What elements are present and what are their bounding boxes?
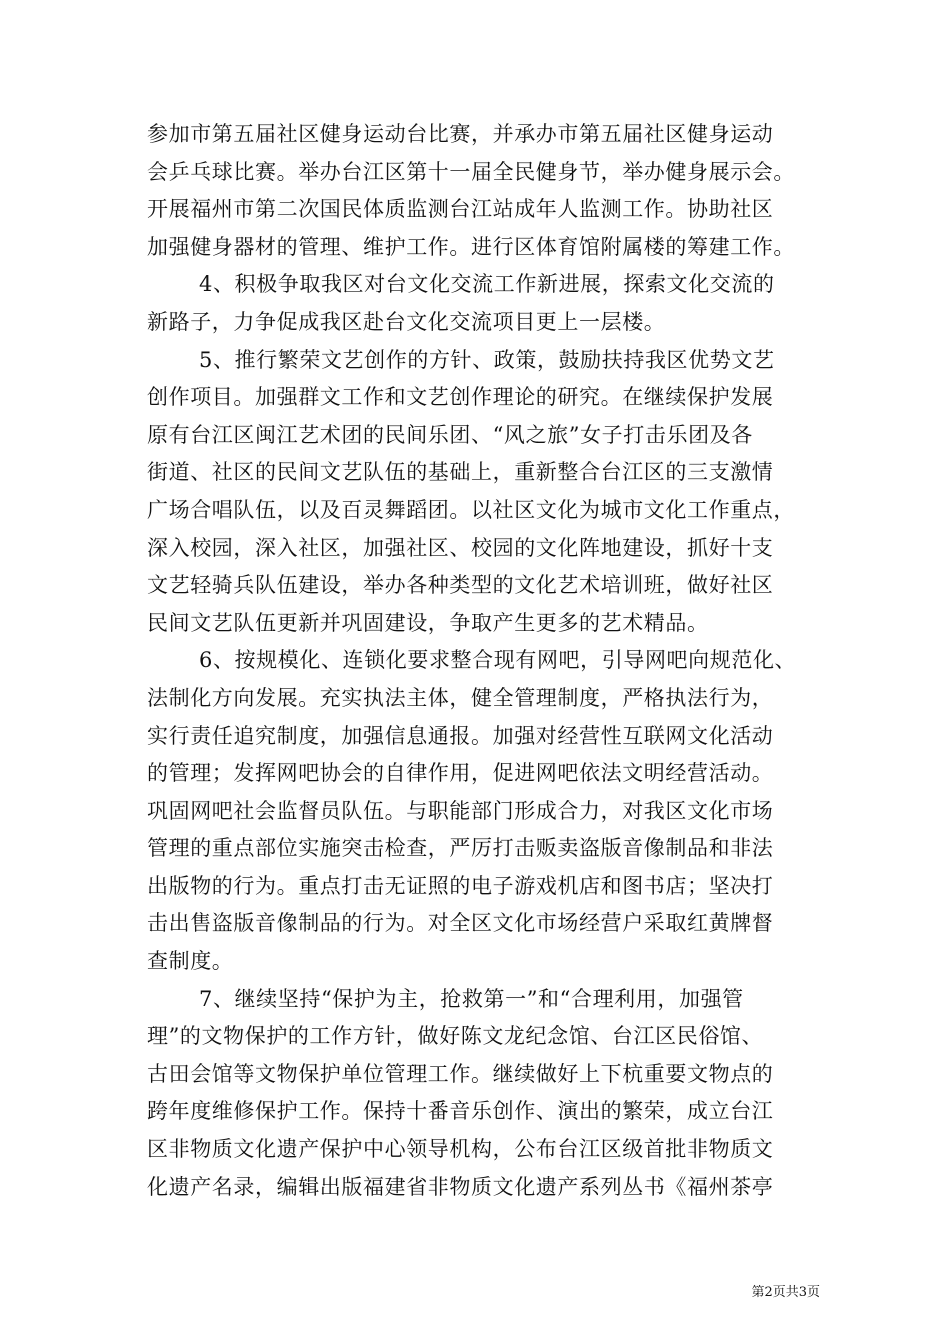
text-line: 6、按规模化、连锁化要求整合现有网吧，引导网吧向规范化、 [199, 648, 797, 673]
text-line: 的管理；发挥网吧协会的自律作用，促进网吧依法文明经营活动。 [147, 761, 774, 786]
text-line: 化遗产名录，编辑出版福建省非物质文化遗产系列丛书《福州茶亭 [147, 1174, 774, 1199]
text-line: 4、积极争取我区对台文化交流工作新进展，探索文化交流的 [199, 272, 775, 297]
text-line: 广场合唱队伍，以及百灵舞蹈团。以社区文化为城市文化工作重点， [147, 497, 795, 522]
text-line: 7、继续坚持“保护为主，抢救第一”和“合理利用，加强管 [199, 986, 744, 1011]
page-number-footer: 第2页共3页 [751, 1285, 820, 1300]
text-line: 查制度。 [147, 949, 234, 974]
text-line: 加强健身器材的管理、维护工作。进行区体育馆附属楼的筹建工作。 [147, 234, 795, 259]
text-line: 深入校园，深入社区，加强社区、校园的文化阵地建设，抓好十支 [147, 535, 774, 560]
text-line: 出版物的行为。重点打击无证照的电子游戏机店和图书店；坚决打 [147, 873, 774, 898]
text-line: 民间文艺队伍更新并巩固建设，争取产生更多的艺术精品。 [147, 610, 709, 635]
text-line: 法制化方向发展。充实执法主体，健全管理制度，严格执法行为， [147, 685, 774, 710]
text-line: 原有台江区闽江艺术团的民间乐团、“风之旅”女子打击乐团及各 [147, 422, 753, 447]
text-line: 实行责任追究制度，加强信息通报。加强对经营性互联网文化活动 [147, 723, 774, 748]
text-line: 跨年度维修保护工作。保持十番音乐创作、演出的繁荣，成立台江 [147, 1099, 774, 1124]
text-line: 击出售盗版音像制品的行为。对全区文化市场经营户采取红黄牌督 [147, 911, 774, 936]
text-line: 街道、社区的民间文艺队伍的基础上，重新整合台江区的三支激情 [147, 460, 774, 485]
text-line: 巩固网吧社会监督员队伍。与职能部门形成合力，对我区文化市场 [147, 798, 774, 823]
text-line: 5、推行繁荣文艺创作的方针、政策，鼓励扶持我区优势文艺 [199, 347, 775, 372]
text-line: 区非物质文化遗产保护中心领导机构，公布台江区级首批非物质文 [147, 1137, 774, 1162]
text-line: 创作项目。加强群文工作和文艺创作理论的研究。在继续保护发展 [147, 385, 774, 410]
text-line: 古田会馆等文物保护单位管理工作。继续做好上下杭重要文物点的 [147, 1061, 774, 1086]
text-line: 理”的文物保护的工作方针，做好陈文龙纪念馆、台江区民俗馆、 [147, 1024, 764, 1049]
body-text [147, 116, 815, 1206]
text-line: 会乒乓球比赛。举办台江区第十一届全民健身节，举办健身展示会。 [147, 159, 795, 184]
text-line: 管理的重点部位实施突击检查，严厉打击贩卖盗版音像制品和非法 [147, 836, 774, 861]
text-line: 新路子，力争促成我区赴台文化交流项目更上一层楼。 [147, 309, 666, 334]
text-line: 文艺轻骑兵队伍建设，举办各种类型的文化艺术培训班，做好社区 [147, 573, 774, 598]
text-line: 参加市第五届社区健身运动台比赛，并承办市第五届社区健身运动 [147, 122, 774, 146]
text-line: 开展福州市第二次国民体质监测台江站成年人监测工作。协助社区 [147, 197, 774, 222]
